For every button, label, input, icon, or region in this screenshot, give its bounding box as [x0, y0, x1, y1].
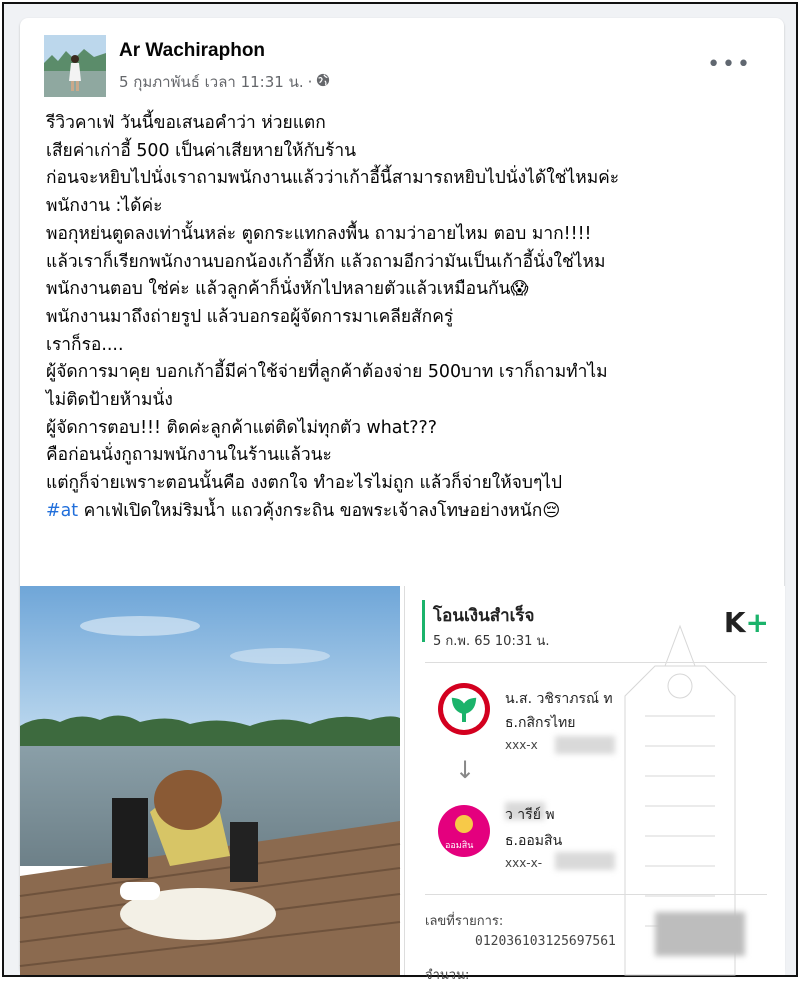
post-line: พอกุหย่นตูดลงเท่านั้นหล่ะ ตูดกระแทกลงพื้น ถามว่าอายไหม ตอบ มาก!!!!: [46, 223, 592, 244]
redaction-blur: [555, 852, 615, 870]
amount-label: จำนวน:: [425, 968, 470, 983]
post-line: แล้วเราก็เรียกพนักงานบอกน้องเก้าอี้หัก แล้วถามอีกว่ามันเป็นเก้าอี้นั่งใช่ไหม: [46, 251, 606, 272]
kplus-logo: K+: [723, 606, 769, 639]
gsb-logo-icon: [437, 804, 491, 862]
post-line: เสียค่าเก่าอี้ 500 เป็นค่าเสียหายให้กับร้าน: [46, 140, 357, 161]
ref-label: เลขที่รายการ:: [425, 914, 504, 929]
sender-account: xxx-x: [505, 738, 538, 752]
screenshot-frame: [2, 2, 798, 983]
sender-bank: ธ.กสิกรไทย: [505, 715, 576, 731]
post-line-last: [46, 498, 771, 526]
slip-date: 5 ก.พ. 65 10:31 น.: [433, 634, 550, 649]
redaction-blur: [555, 736, 615, 754]
post-line: คือก่อนนั่งกูถามพนักงานในร้านแล้วนะ: [46, 445, 332, 466]
author-avatar[interactable]: [44, 35, 106, 97]
post-line: ผู้จัดการมาคุย บอกเก้าอี้มีค่าใช้จ่ายที่ลูกค้าต้องจ่าย 500บาท เราก็ถามทำไม: [46, 362, 608, 383]
facebook-post-card: [20, 18, 784, 983]
hashtag-link[interactable]: #at: [46, 500, 79, 521]
post-line: แต่กูก็จ่ายเพราะตอนนั้นคือ งงตกใจ ทำอะไรไม่ถูก แล้วก็จ่ายให้จบๆไป: [46, 473, 563, 494]
slip-divider: [425, 662, 767, 663]
photo-cafe-pier[interactable]: [20, 586, 400, 975]
post-line: เราก็รอ....: [46, 334, 124, 355]
post-line: ไม่ติดป้ายห้ามนั่ง: [46, 390, 173, 411]
more-options-icon[interactable]: •••: [707, 52, 752, 77]
redaction-blur: [655, 912, 745, 956]
post-line: ก่อนจะหยิบไปนั่งเราถามพนักงานแล้วว่าเก้าอี้นี้สามารถหยิบไปนั่งได้ใช่ไหมค่ะ: [46, 168, 620, 189]
sender-name: น.ส. วชิราภรณ์ ท: [505, 691, 613, 707]
receiver-bank: ธ.ออมสิน: [505, 833, 563, 849]
post-timestamp[interactable]: 5 กุมภาพันธ์ เวลา 11:31 น.: [119, 73, 304, 91]
photo-transfer-slip[interactable]: [404, 586, 785, 983]
post-line: พนักงานมาถึงถ่ายรูป แล้วบอกรอผู้จัดการมาเคลียสักครู่: [46, 306, 454, 327]
globe-icon: [316, 73, 330, 91]
post-line: พนักงานตอบ ใช่ค่ะ แล้วลูกค้าก็นั่งหักไปหลายตัวแล้วเหมือนกัน😱: [46, 279, 529, 300]
kbank-logo-icon: [437, 682, 491, 740]
post-meta: [119, 70, 330, 94]
post-line: รีวิวคาเฟ่ วันนี้ขอเสนอคำว่า ห่วยแตก: [46, 113, 326, 133]
post-line: พนักงาน :ได้ค่ะ: [46, 196, 163, 217]
ref-number: 012036103125697561: [475, 934, 616, 949]
post-line-tail: คาเฟ่เปิดใหม่ริมน้ำ แถวคุ้งกระถิน ขอพระเจ้าลงโทษอย่างหนัก😔: [78, 500, 561, 521]
slip-accent-bar: [422, 600, 425, 642]
meta-separator: ·: [307, 73, 313, 91]
receiver-name: ว ารีย์ พ: [505, 807, 555, 823]
gsb-logo-label: ออมสิน: [445, 841, 474, 851]
post-line: ผู้จัดการตอบ!!! ติดค่ะลูกค้าแต่ติดไม่ทุกตัว what???: [46, 417, 437, 438]
receiver-account: xxx-x-: [505, 856, 543, 870]
slip-divider: [425, 894, 767, 895]
arrow-down-icon: ↓: [455, 756, 476, 784]
post-photos: [20, 586, 784, 983]
post-text: [46, 110, 771, 526]
author-name[interactable]: Ar Wachiraphon: [119, 40, 266, 61]
slip-title: โอนเงินสำเร็จ: [433, 606, 535, 626]
